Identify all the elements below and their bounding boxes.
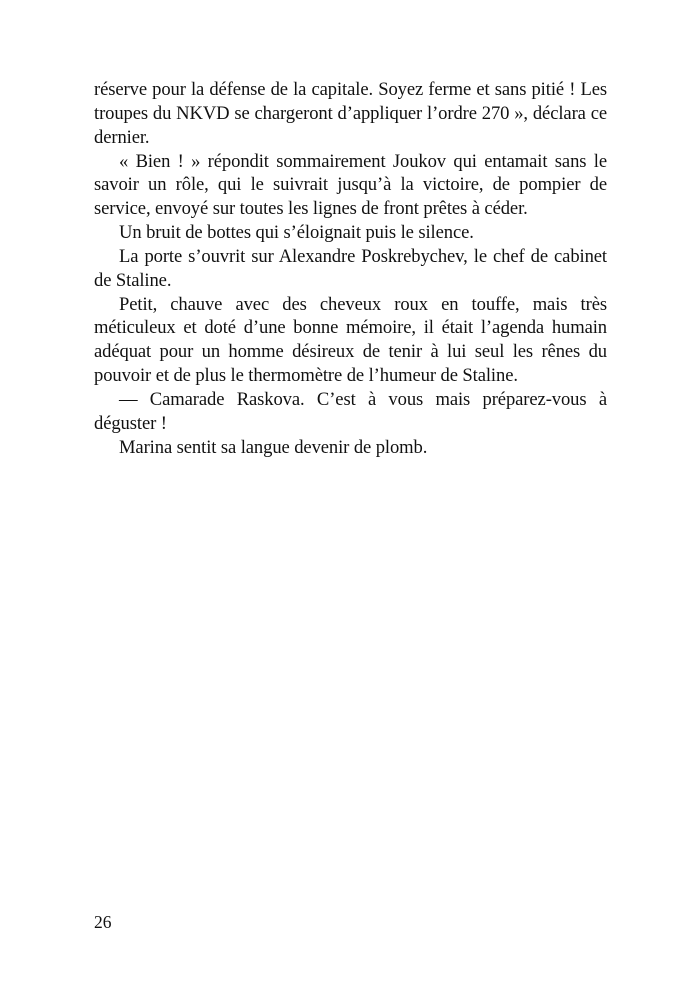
paragraph-marina: Marina sentit sa langue devenir de plomb. — [119, 436, 428, 458]
page-number: 26 — [94, 912, 112, 932]
paragraph-boots-silence: Un bruit de bottes qui s’éloignait puis le silence. — [119, 222, 474, 244]
paragraph-continuation: réserve pour la défense de la capitale. Soyez ferme et sans pitié ! Les troupes du NKVD se chargeront d’appliquer l’ordre 270 », déclara ce dernier. — [94, 79, 607, 148]
paragraph-poskrebychev-description: Petit, chauve avec des cheveux roux en touffe, mais très méticuleux et doté d’une bonne mémoire, il était l’agenda humain adéquat pour un homme désireux de tenir à lui seul les rênes du pouvoir et de plus le thermomètre de l’humeur de Staline. — [94, 293, 607, 387]
paragraph-dialogue-raskova: — Camarade Raskova. C’est à vous mais préparez-vous à déguster ! — [94, 388, 607, 434]
paragraph-door-opens: La porte s’ouvrit sur Alexandre Poskrebychev, le chef de cabinet de Staline. — [94, 245, 607, 291]
paragraph-joukov-reply: « Bien ! » répondit sommairement Joukov qui entamait sans le savoir un rôle, qui le suivrait jusqu’à la victoire, de pompier de service, envoyé sur toutes les lignes de front prêtes à céder. — [94, 150, 607, 220]
body-text — [94, 78, 607, 460]
